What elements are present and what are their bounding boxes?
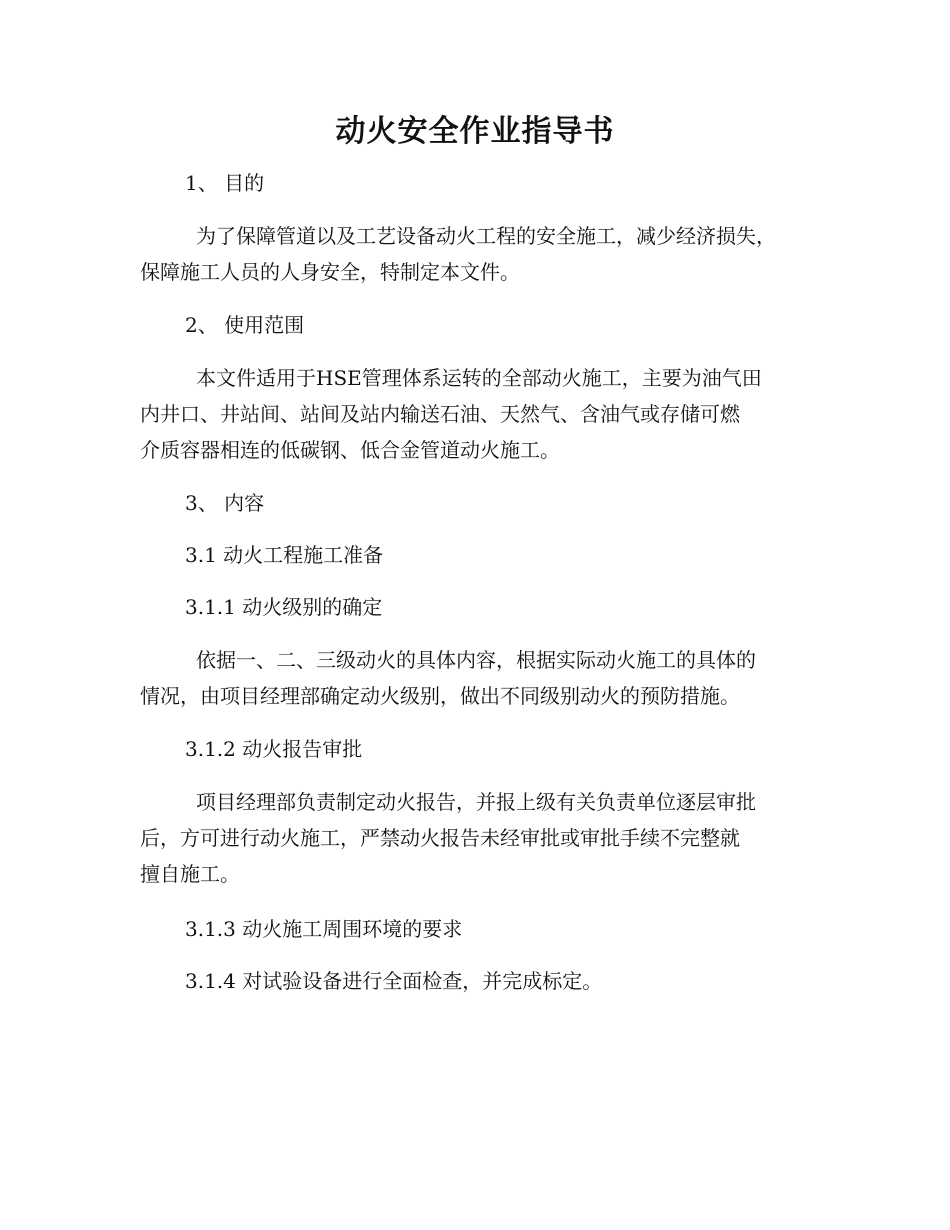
section-heading-content: 3、 内容	[185, 491, 265, 515]
section-heading-scope: 2、 使用范围	[185, 313, 305, 337]
document-title: 动火安全作业指导书	[335, 114, 615, 149]
paragraph-line: 项目经理部负责制定动火报告，并报上级有关负责单位逐层审批	[196, 790, 756, 814]
paragraph-line: 为了保障管道以及工艺设备动火工程的安全施工，减少经济损失，	[196, 224, 776, 248]
paragraph-line: 情况，由项目经理部确定动火级别，做出不同级别动火的预防措施。	[140, 684, 740, 708]
paragraph-level	[140, 642, 820, 714]
paragraph-purpose	[140, 218, 820, 290]
paragraph-line: 介质容器相连的低碳钢、低合金管道动火施工。	[140, 438, 560, 462]
subsection-heading-prep: 3.1 动火工程施工准备	[185, 543, 384, 567]
subsection-heading-equipment: 3.1.4 对试验设备进行全面检查，并完成标定。	[185, 969, 603, 993]
subsection-heading-approval: 3.1.2 动火报告审批	[185, 737, 363, 761]
section-heading-purpose: 1、 目的	[185, 171, 265, 195]
paragraph-approval	[140, 784, 820, 892]
paragraph-scope	[140, 360, 820, 468]
subsection-heading-level: 3.1.1 动火级别的确定	[185, 595, 383, 619]
paragraph-line: 内井口、井站间、站间及站内输送石油、天然气、含油气或存储可燃	[140, 402, 740, 426]
paragraph-line: 保障施工人员的人身安全，特制定本文件。	[140, 260, 520, 284]
paragraph-line: 本文件适用于HSE管理体系运转的全部动火施工，主要为油气田	[196, 366, 762, 390]
paragraph-line: 依据一、二、三级动火的具体内容，根据实际动火施工的具体的	[196, 648, 756, 672]
paragraph-line: 后，方可进行动火施工，严禁动火报告未经审批或审批手续不完整就	[140, 826, 740, 850]
paragraph-line: 擅自施工。	[140, 862, 240, 886]
subsection-heading-environment: 3.1.3 动火施工周围环境的要求	[185, 917, 463, 941]
